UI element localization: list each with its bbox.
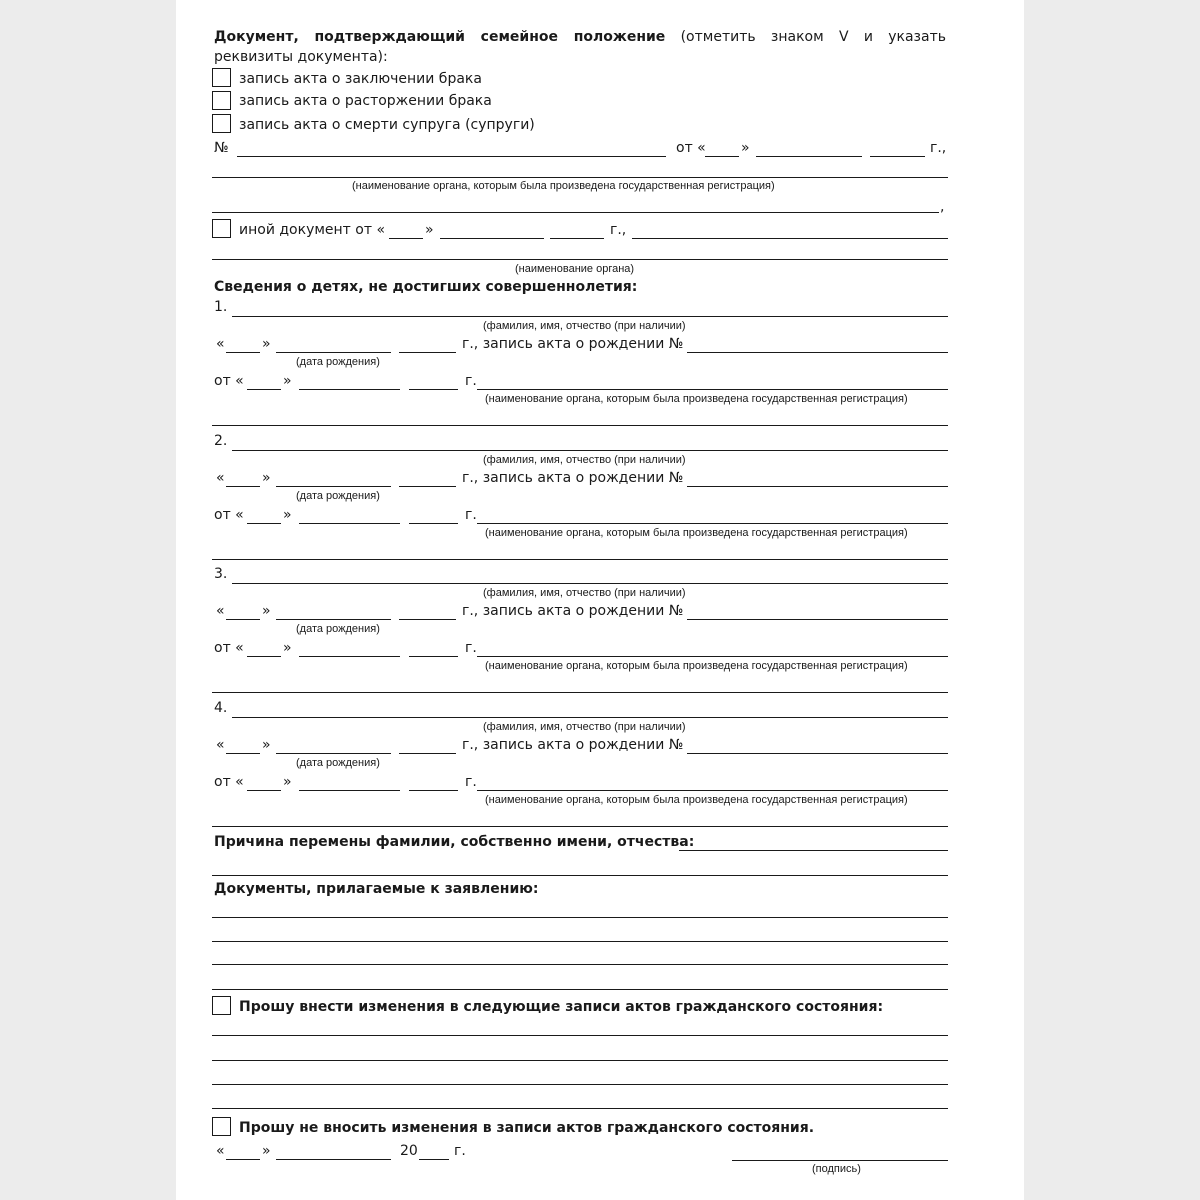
checkbox-request-change[interactable] [212,996,231,1015]
request-change-line[interactable] [212,1084,948,1085]
child-authority-field-2[interactable] [212,826,948,827]
child-record-year-field[interactable] [409,790,458,791]
child-record-close-quote: » [283,507,292,523]
child-record-year-field[interactable] [409,656,458,657]
child-record-close-quote: » [283,373,292,389]
child-authority-field-2[interactable] [212,692,948,693]
child-birth-record-number-field[interactable] [687,753,948,754]
child-record-close-quote: » [283,774,292,790]
child-close-quote: » [262,737,271,753]
request-no-change-label: Прошу не вносить изменения в записи актов гражданского состояния. [239,1120,815,1136]
other-doc-label: иной документ от « [239,222,386,238]
child-birth-day-field[interactable] [226,486,260,487]
child-birth-date-caption: (дата рождения) [296,490,380,502]
child-authority-field-2[interactable] [212,425,948,426]
request-change-line[interactable] [212,1108,948,1109]
child-number: 1. [214,299,228,315]
child-birth-day-field[interactable] [226,619,260,620]
other-close-quote: » [425,222,434,238]
child-number: 2. [214,433,228,449]
reason-field-2[interactable] [212,875,948,876]
request-change-line[interactable] [212,1035,948,1036]
child-close-quote: » [262,603,271,619]
signature-field[interactable] [732,1160,948,1161]
child-from-label: от « [214,640,244,656]
authority-caption: (наименование органа, которым была произведена государственная регистрация) [352,180,775,192]
attachments-line[interactable] [212,964,948,965]
checkbox-request-no-change[interactable] [212,1117,231,1136]
child-record-year-label: г. [465,373,477,389]
child-from-label: от « [214,507,244,523]
child-birth-day-field[interactable] [226,352,260,353]
child-authority-field[interactable] [477,656,948,657]
child-from-label: от « [214,774,244,790]
child-birth-year-field[interactable] [399,753,456,754]
label-divorce: запись акта о расторжении брака [239,93,492,109]
child-birth-record-number-field[interactable] [687,352,948,353]
record-day-field[interactable] [705,156,739,157]
authority-comma: , [940,199,945,215]
child-authority-caption: (наименование органа, которым была произведена государственная регистрация) [485,794,908,806]
sign-close-quote: » [262,1143,271,1159]
child-record-month-field[interactable] [299,523,400,524]
attachments-label: Документы, прилагаемые к заявлению: [214,881,539,897]
other-authority-field[interactable] [632,238,948,239]
other-authority-caption: (наименование органа) [515,263,635,275]
child-birth-year-field[interactable] [399,352,456,353]
child-from-label: от « [214,373,244,389]
marital-heading [214,29,946,46]
child-fio-caption: (фамилия, имя, отчество (при наличии) [483,320,686,332]
child-birth-month-field[interactable] [276,486,391,487]
child-birth-record-label: г., запись акта о рождении № [462,470,684,486]
attachments-line[interactable] [212,941,948,942]
marital-heading-rest: (отметить знаком V и указать [680,29,946,45]
child-number: 3. [214,566,228,582]
child-authority-caption: (наименование органа, которым была произведена государственная регистрация) [485,660,908,672]
request-change-line[interactable] [212,1060,948,1061]
child-record-day-field[interactable] [247,656,281,657]
child-authority-field[interactable] [477,523,948,524]
child-birth-record-number-field[interactable] [687,619,948,620]
child-record-month-field[interactable] [299,790,400,791]
record-month-field[interactable] [756,156,862,157]
label-marriage: запись акта о заключении брака [239,71,482,87]
marital-heading-bold: Документ, подтверждающий семейное положение [214,29,666,45]
child-authority-field[interactable] [477,389,948,390]
child-record-month-field[interactable] [299,656,400,657]
child-birth-year-field[interactable] [399,619,456,620]
other-day-field[interactable] [389,238,423,239]
record-close-quote: » [741,140,750,156]
marital-heading-line2: реквизиты документа): [214,49,388,65]
other-authority-field-2[interactable] [212,259,948,260]
child-record-year-label: г. [465,640,477,656]
child-birth-month-field[interactable] [276,619,391,620]
child-fio-caption: (фамилия, имя, отчество (при наличии) [483,587,686,599]
child-record-day-field[interactable] [247,790,281,791]
record-from-label: от « [676,140,706,156]
child-birth-record-number-field[interactable] [687,486,948,487]
child-fio-field[interactable] [232,717,948,718]
child-number: 4. [214,700,228,716]
child-record-year-label: г. [465,507,477,523]
child-close-quote: » [262,336,271,352]
child-record-day-field[interactable] [247,389,281,390]
attachments-line[interactable] [212,917,948,918]
checkbox-other-doc[interactable] [212,219,231,238]
other-year-field[interactable] [550,238,604,239]
other-year-suffix: г., [610,222,627,238]
child-birth-record-label: г., запись акта о рождении № [462,737,684,753]
checkbox-divorce[interactable] [212,91,231,110]
child-birth-date-caption: (дата рождения) [296,623,380,635]
child-authority-caption: (наименование органа, которым была произведена государственная регистрация) [485,393,908,405]
child-record-year-label: г. [465,774,477,790]
child-birth-date-caption: (дата рождения) [296,356,380,368]
other-month-field[interactable] [440,238,544,239]
record-year-field[interactable] [870,156,925,157]
child-authority-field-2[interactable] [212,559,948,560]
record-number-field[interactable] [237,156,666,157]
child-record-day-field[interactable] [247,523,281,524]
authority-field-2[interactable] [212,212,939,213]
child-fio-caption: (фамилия, имя, отчество (при наличии) [483,721,686,733]
sign-year-prefix: 20 [400,1143,418,1159]
sign-month-field[interactable] [276,1159,391,1160]
child-birth-year-field[interactable] [399,486,456,487]
checkbox-marriage[interactable] [212,68,231,87]
child-birth-day-field[interactable] [226,753,260,754]
reason-label: Причина перемены фамилии, собственно имени, отчества: [214,834,695,850]
child-open-quote: « [216,603,225,619]
child-record-year-field[interactable] [409,523,458,524]
record-number-label: № [214,140,229,156]
child-birth-month-field[interactable] [276,753,391,754]
sign-year-field[interactable] [419,1159,449,1160]
label-death: запись акта о смерти супруга (супруги) [239,117,535,133]
attachments-line[interactable] [212,989,948,990]
request-change-label: Прошу внести изменения в следующие записи актов гражданского состояния: [239,999,884,1015]
sign-year-suffix: г. [454,1143,466,1159]
child-fio-field[interactable] [232,450,948,451]
record-year-suffix: г., [930,140,947,156]
child-fio-field[interactable] [232,316,948,317]
authority-field[interactable] [212,177,948,178]
signature-caption: (подпись) [812,1163,861,1175]
checkbox-death[interactable] [212,114,231,133]
child-open-quote: « [216,470,225,486]
child-record-year-field[interactable] [409,389,458,390]
children-heading: Сведения о детях, не достигших совершеннолетия: [214,279,638,295]
child-close-quote: » [262,470,271,486]
child-record-month-field[interactable] [299,389,400,390]
sign-open-quote: « [216,1143,225,1159]
reason-field[interactable] [679,850,948,851]
child-birth-record-label: г., запись акта о рождении № [462,336,684,352]
child-record-close-quote: » [283,640,292,656]
child-authority-caption: (наименование органа, которым была произведена государственная регистрация) [485,527,908,539]
child-fio-caption: (фамилия, имя, отчество (при наличии) [483,454,686,466]
child-birth-record-label: г., запись акта о рождении № [462,603,684,619]
child-open-quote: « [216,737,225,753]
child-birth-month-field[interactable] [276,352,391,353]
child-fio-field[interactable] [232,583,948,584]
child-birth-date-caption: (дата рождения) [296,757,380,769]
sign-day-field[interactable] [226,1159,260,1160]
child-authority-field[interactable] [477,790,948,791]
child-open-quote: « [216,336,225,352]
